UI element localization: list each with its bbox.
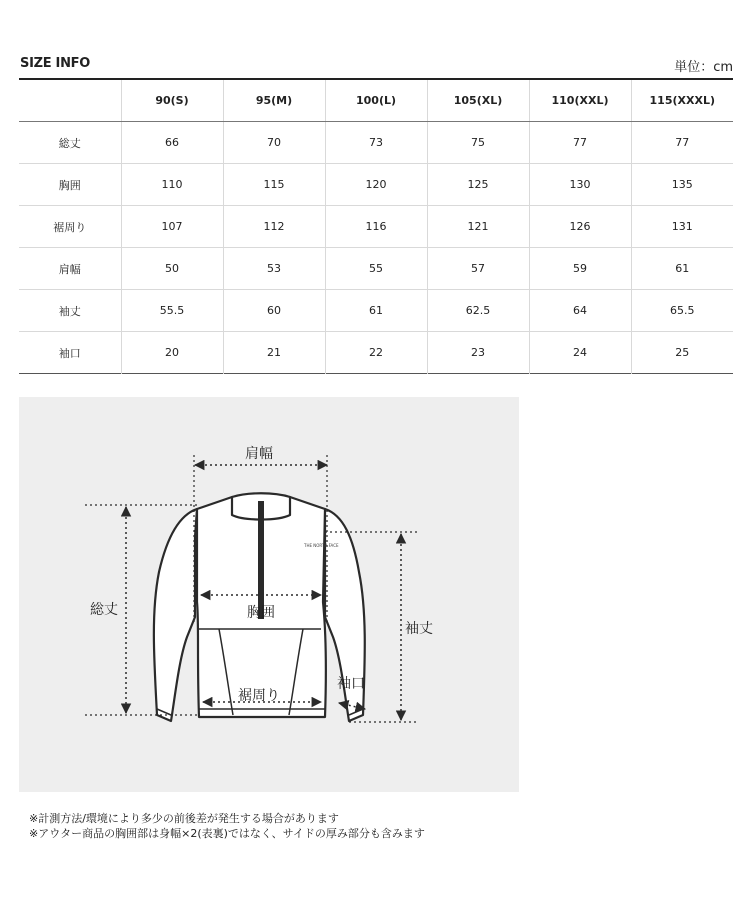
label-length: 総丈 xyxy=(90,602,118,618)
table-cell: 20 xyxy=(121,332,223,374)
label-cuff: 袖口 xyxy=(337,676,365,692)
size-table-header-row xyxy=(19,79,733,122)
table-cell: 70 xyxy=(223,122,325,164)
table-cell: 115 xyxy=(223,164,325,206)
table-cell: 65.5 xyxy=(631,290,733,332)
measurement-notes xyxy=(29,811,425,841)
label-sleeve: 袖丈 xyxy=(405,621,433,637)
size-info-header xyxy=(19,55,733,77)
label-shoulder: 肩幅 xyxy=(245,446,273,462)
note-line: ※アウター商品の胸囲部は身幅×2(表裏)ではなく、サイドの厚み部分も含みます xyxy=(29,827,425,840)
table-cell: 77 xyxy=(529,122,631,164)
table-cell: 120 xyxy=(325,164,427,206)
row-label: 袖口 xyxy=(58,346,81,360)
table-cell: 23 xyxy=(427,332,529,374)
table-cell: 121 xyxy=(427,206,529,248)
table-cell: 57 xyxy=(427,248,529,290)
table-cell: 107 xyxy=(121,206,223,248)
row-label: 袖丈 xyxy=(19,290,121,332)
column-header: 110(XXL) xyxy=(529,79,631,122)
table-cell: 55 xyxy=(325,248,427,290)
table-cell: 24 xyxy=(529,332,631,374)
table-cell: 73 xyxy=(325,122,427,164)
row-label: 肩幅 xyxy=(19,248,121,290)
table-cell: 55.5 xyxy=(121,290,223,332)
table-cell: 77 xyxy=(631,122,733,164)
table-cell: 60 xyxy=(223,290,325,332)
table-cell: 126 xyxy=(529,206,631,248)
table-cell: 66 xyxy=(121,122,223,164)
table-cell: 22 xyxy=(325,332,427,374)
table-row xyxy=(19,290,733,332)
column-header: 95(M) xyxy=(223,79,325,122)
table-cell: 125 xyxy=(427,164,529,206)
table-row xyxy=(19,206,733,248)
table-row xyxy=(19,164,733,206)
note-line: ※計測方法/環境により多少の前後差が発生する場合があります xyxy=(29,812,339,825)
column-header: 105(XL) xyxy=(427,79,529,122)
table-row xyxy=(19,248,733,290)
unit-label: 単位：cm xyxy=(674,60,733,75)
table-cell: 116 xyxy=(325,206,427,248)
table-cell: 53 xyxy=(223,248,325,290)
table-cell: 61 xyxy=(631,248,733,290)
column-header: 100(L) xyxy=(325,79,427,122)
table-cell: 75 xyxy=(427,122,529,164)
corner-cell xyxy=(19,79,121,122)
table-row xyxy=(19,332,733,374)
table-cell: 112 xyxy=(223,206,325,248)
row-label: 総丈 xyxy=(19,122,121,164)
brand-logo: THE NORTH FACE xyxy=(304,543,339,548)
table-cell: 61 xyxy=(325,290,427,332)
row-label: 裾周り xyxy=(19,206,121,248)
table-cell: 50 xyxy=(121,248,223,290)
column-header: 115(XXXL) xyxy=(631,79,733,122)
label-chest: 胸囲 xyxy=(247,605,275,621)
row-label: 胸囲 xyxy=(19,164,121,206)
size-info-title: SIZE INFO xyxy=(20,56,90,71)
table-cell: 130 xyxy=(529,164,631,206)
table-cell: 25 xyxy=(631,332,733,374)
table-cell: 21 xyxy=(223,332,325,374)
size-table xyxy=(19,78,733,374)
measurement-diagram xyxy=(19,397,519,792)
table-cell: 135 xyxy=(631,164,733,206)
label-hem: 裾周り xyxy=(238,688,280,704)
table-cell: 62.5 xyxy=(427,290,529,332)
table-cell: 64 xyxy=(529,290,631,332)
table-row xyxy=(19,122,733,164)
table-cell: 131 xyxy=(631,206,733,248)
table-cell: 110 xyxy=(121,164,223,206)
table-cell: 59 xyxy=(529,248,631,290)
column-header: 90(S) xyxy=(121,79,223,122)
